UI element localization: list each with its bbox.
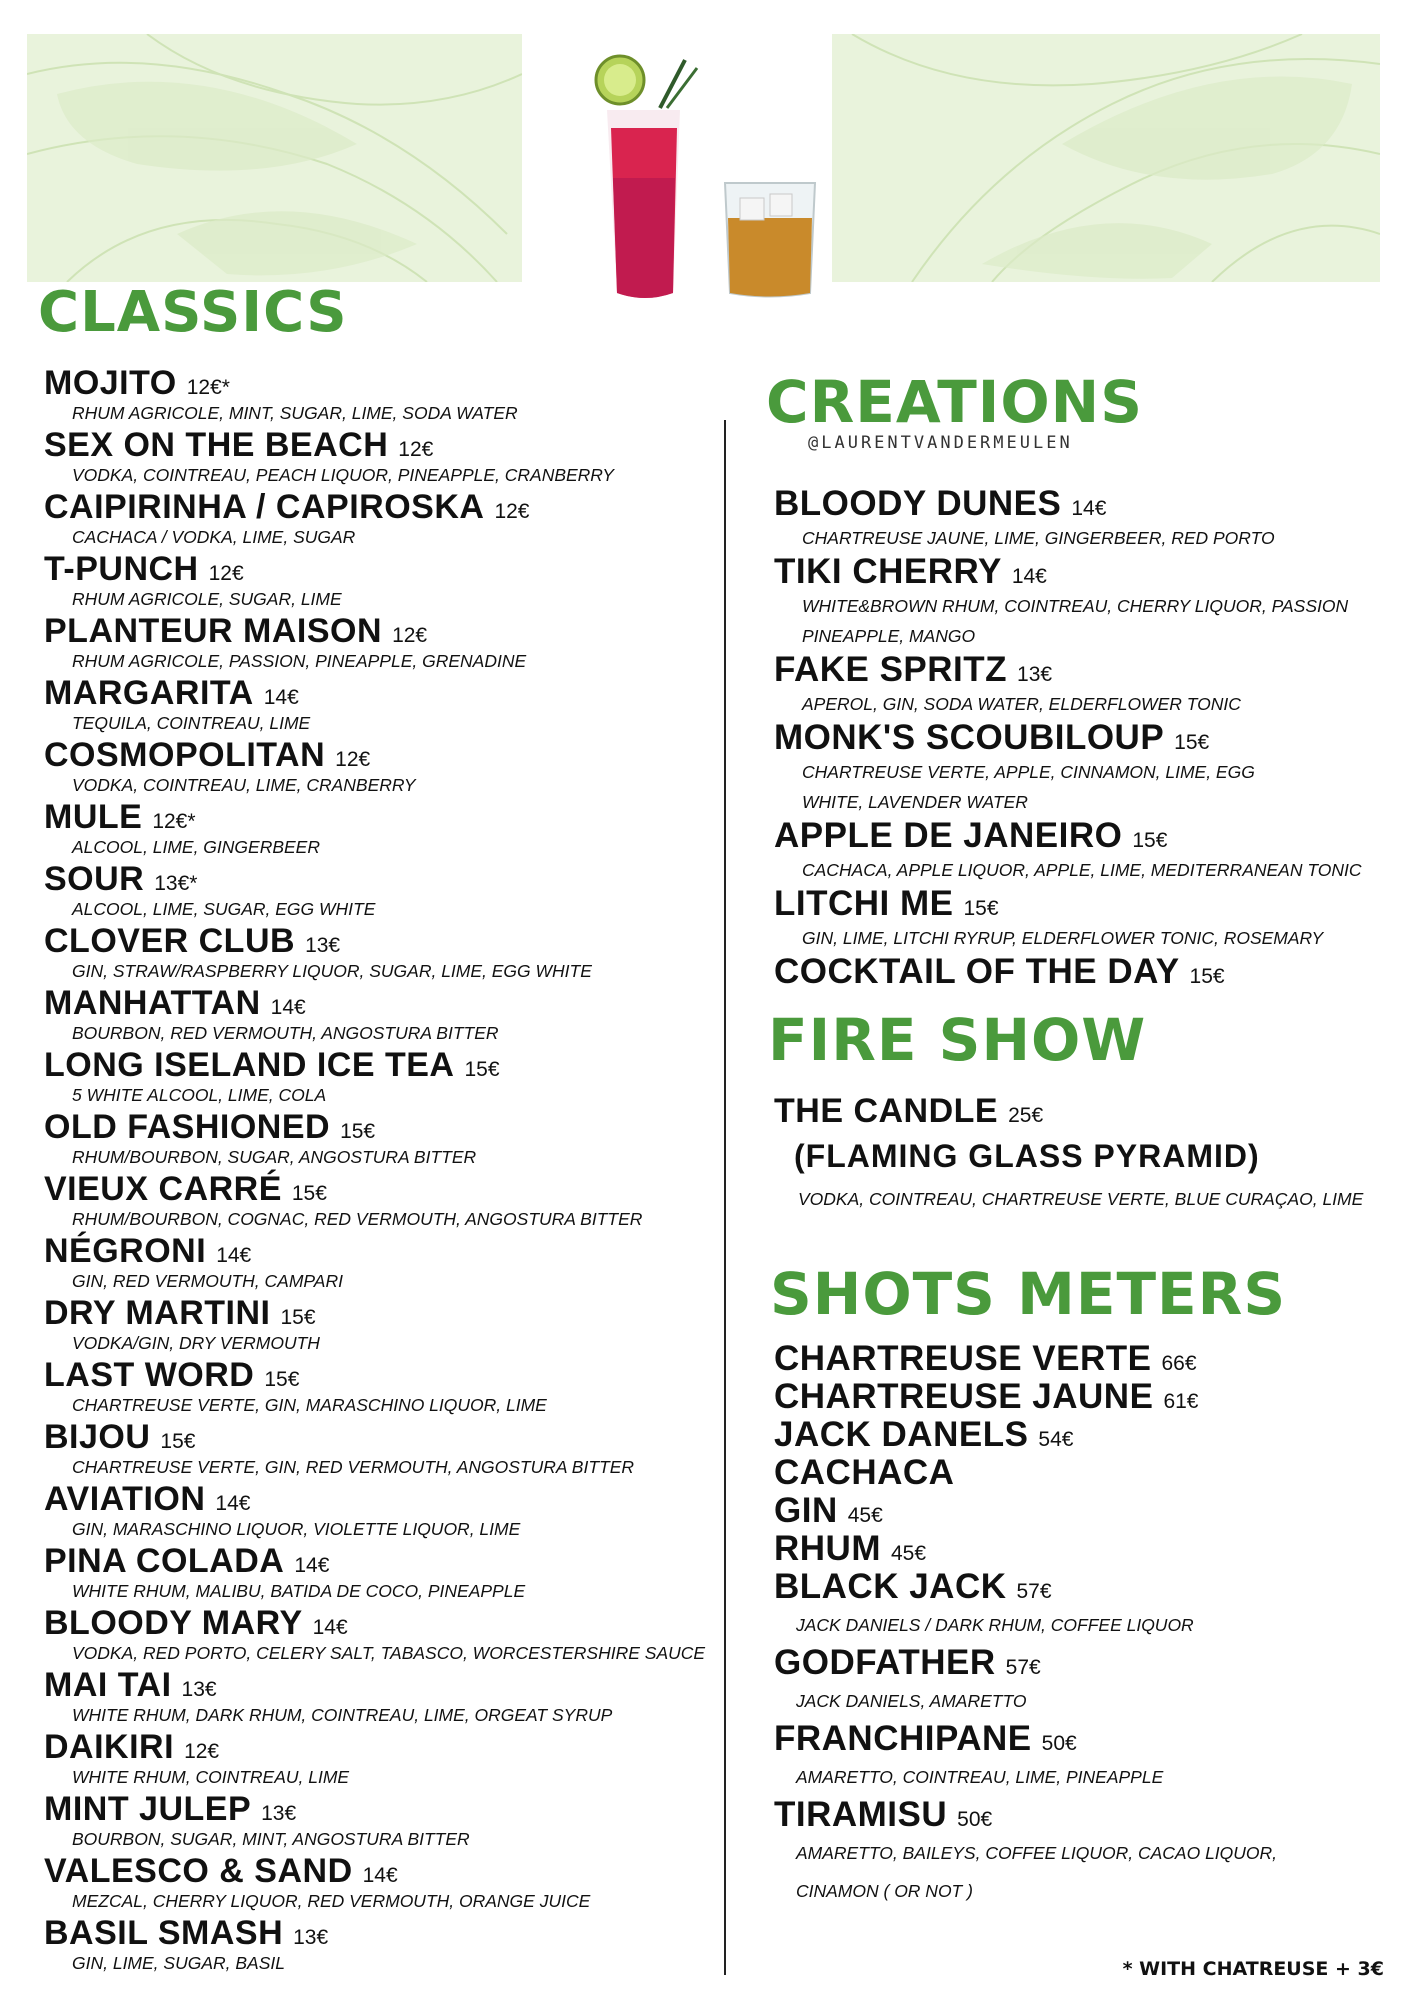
item-description: BOURBON, RED VERMOUTH, ANGOSTURA BITTER — [72, 1023, 499, 1043]
classics-title: CLASSICS — [38, 280, 348, 345]
menu-item — [774, 553, 1394, 651]
item-price: 45€ — [890, 1542, 927, 1565]
item-price: 12€ — [208, 562, 244, 585]
item-name: CAIPIRINHA / CAPIROSKA — [44, 488, 485, 526]
item-description: VODKA, COINTREAU, LIME, CRANBERRY — [72, 775, 416, 795]
item-price: 14€ — [362, 1864, 398, 1887]
menu-item — [774, 817, 1394, 885]
item-name: TIKI CHERRY — [774, 552, 1002, 591]
menu-item — [774, 485, 1394, 553]
menu-item — [44, 488, 714, 550]
item-description: CINAMON ( OR NOT ) — [796, 1881, 973, 1901]
item-price: 61€ — [1163, 1390, 1199, 1413]
item-description: GIN, LIME, LITCHI RYRUP, ELDERFLOWER TONIC, ROSEMARY — [802, 928, 1324, 948]
item-price: 14€ — [294, 1554, 330, 1577]
menu-item — [774, 1454, 1394, 1492]
creations-handle: @LAURENTVANDERMEULEN — [808, 433, 1073, 453]
item-description: BOURBON, SUGAR, MINT, ANGOSTURA BITTER — [72, 1829, 470, 1849]
item-name: MAI TAI — [44, 1666, 172, 1704]
menu-item — [44, 1356, 714, 1418]
menu-item — [774, 1378, 1394, 1416]
item-description: PINEAPPLE, MANGO — [802, 626, 976, 646]
menu-item — [44, 736, 714, 798]
menu-item — [774, 953, 1394, 991]
item-name: OLD FASHIONED — [44, 1108, 331, 1146]
item-price: 15€ — [963, 897, 999, 920]
item-price: 15€ — [280, 1306, 316, 1329]
item-name: COSMOPOLITAN — [44, 736, 326, 774]
menu-item — [44, 1232, 714, 1294]
item-name: BLOODY DUNES — [774, 484, 1062, 523]
item-name: SOUR — [44, 860, 145, 898]
item-description: GIN, RED VERMOUTH, CAMPARI — [72, 1271, 343, 1291]
item-name: VIEUX CARRÉ — [44, 1170, 282, 1208]
item-price: 15€ — [1174, 731, 1210, 754]
item-name: NÉGRONI — [44, 1232, 207, 1270]
item-price: 13€ — [181, 1678, 217, 1701]
item-description: GIN, MARASCHINO LIQUOR, VIOLETTE LIQUOR, LIME — [72, 1519, 521, 1539]
menu-item — [44, 612, 714, 674]
item-description: ALCOOL, LIME, GINGERBEER — [72, 837, 320, 857]
item-name: JACK DANELS — [774, 1415, 1029, 1454]
item-name: GIN — [774, 1491, 838, 1530]
item-price: 13€ — [1017, 663, 1053, 686]
item-description: CHARTREUSE VERTE, GIN, MARASCHINO LIQUOR, LIME — [72, 1395, 547, 1415]
item-price: 15€ — [160, 1430, 196, 1453]
item-description: WHITE, LAVENDER WATER — [802, 792, 1028, 812]
item-price: 12€ — [398, 438, 434, 461]
item-price: 14€ — [263, 686, 299, 709]
item-price: 66€ — [1161, 1352, 1197, 1375]
item-price: 13€ — [261, 1802, 297, 1825]
menu-item — [774, 1568, 1394, 1644]
leaf-illustration-left — [27, 34, 522, 282]
item-price: 12€* — [186, 376, 230, 399]
item-price: 14€ — [216, 1244, 252, 1267]
item-price: 15€ — [264, 1368, 300, 1391]
item-description: RHUM AGRICOLE, SUGAR, LIME — [72, 589, 342, 609]
menu-item — [774, 1796, 1394, 1872]
menu-item — [774, 651, 1394, 719]
item-price: 14€ — [312, 1616, 348, 1639]
item-name: LONG ISELAND ICE TEA — [44, 1046, 455, 1084]
item-name: MONK'S SCOUBILOUP — [774, 718, 1165, 757]
cocktail-illustration — [585, 48, 825, 308]
menu-item — [44, 1728, 714, 1790]
menu-item — [44, 922, 714, 984]
item-description: CACHACA, APPLE LIQUOR, APPLE, LIME, MEDITERRANEAN TONIC — [802, 860, 1362, 880]
item-description: AMARETTO, COINTREAU, LIME, PINEAPPLE — [796, 1767, 1164, 1787]
item-name: MANHATTAN — [44, 984, 261, 1022]
item-name: SEX ON THE BEACH — [44, 426, 389, 464]
item-description: MEZCAL, CHERRY LIQUOR, RED VERMOUTH, ORANGE JUICE — [72, 1891, 591, 1911]
item-description: VODKA, RED PORTO, CELERY SALT, TABASCO, WORCESTERSHIRE SAUCE — [72, 1643, 706, 1663]
item-price: 13€ — [293, 1926, 329, 1949]
item-name: TIRAMISU — [774, 1795, 948, 1834]
item-price: 57€ — [1016, 1580, 1052, 1603]
item-name: PLANTEUR MAISON — [44, 612, 383, 650]
item-name: COCKTAIL OF THE DAY — [774, 952, 1180, 991]
leaf-illustration-right — [832, 34, 1380, 282]
item-description: WHITE&BROWN RHUM, COINTREAU, CHERRY LIQUOR, PASSION — [802, 596, 1349, 616]
menu-item — [44, 1480, 714, 1542]
menu-item — [44, 1170, 714, 1232]
menu-item — [774, 1492, 1394, 1530]
menu-item — [44, 1108, 714, 1170]
item-name: GODFATHER — [774, 1643, 996, 1682]
menu-item — [774, 1340, 1394, 1378]
item-name: PINA COLADA — [44, 1542, 285, 1580]
menu-item — [774, 719, 1394, 817]
item-price: 15€ — [340, 1120, 376, 1143]
item-description: APEROL, GIN, SODA WATER, ELDERFLOWER TONIC — [802, 694, 1241, 714]
item-price: 54€ — [1038, 1428, 1074, 1451]
fire-show-subtitle: (FLAMING GLASS PYRAMID) — [794, 1138, 1260, 1174]
item-name: MULE — [44, 798, 143, 836]
item-description: VODKA, COINTREAU, CHARTREUSE VERTE, BLUE CURAÇAO, LIME — [798, 1189, 1364, 1209]
menu-item — [774, 1720, 1394, 1796]
item-name: BASIL SMASH — [44, 1914, 284, 1952]
item-name: BLACK JACK — [774, 1567, 1007, 1606]
item-name: MINT JULEP — [44, 1790, 252, 1828]
item-description: WHITE RHUM, DARK RHUM, COINTREAU, LIME, ORGEAT SYRUP — [72, 1705, 613, 1725]
item-name: DAIKIRI — [44, 1728, 175, 1766]
menu-item — [44, 550, 714, 612]
menu-item — [774, 1872, 1394, 1910]
item-price: 12€ — [494, 500, 530, 523]
menu-item — [44, 798, 714, 860]
item-name: LITCHI ME — [774, 884, 954, 923]
menu-item — [44, 1604, 714, 1666]
item-price: 12€ — [335, 748, 371, 771]
item-description: RHUM AGRICOLE, PASSION, PINEAPPLE, GRENADINE — [72, 651, 527, 671]
item-price: 50€ — [1041, 1732, 1077, 1755]
item-name: BLOODY MARY — [44, 1604, 303, 1642]
menu-item — [44, 1852, 714, 1914]
item-description: CHARTREUSE JAUNE, LIME, GINGERBEER, RED PORTO — [802, 528, 1275, 548]
item-price: 12€* — [152, 810, 196, 833]
menu-item — [44, 1914, 714, 1976]
item-name: T-PUNCH — [44, 550, 199, 588]
column-divider — [724, 420, 726, 1975]
item-name: THE CANDLE — [774, 1092, 999, 1130]
item-price: 14€ — [215, 1492, 251, 1515]
item-name: LAST WORD — [44, 1356, 255, 1394]
item-description: CACHACA / VODKA, LIME, SUGAR — [72, 527, 356, 547]
menu-item — [44, 364, 714, 426]
menu-item — [44, 984, 714, 1046]
shots-list — [774, 1340, 1394, 1910]
item-description: GIN, STRAW/RASPBERRY LIQUOR, SUGAR, LIME, EGG WHITE — [72, 961, 592, 981]
menu-item — [44, 1666, 714, 1728]
classics-list — [44, 364, 714, 1976]
item-description: CHARTREUSE VERTE, APPLE, CINNAMON, LIME, EGG — [802, 762, 1255, 782]
menu-item — [774, 885, 1394, 953]
item-price: 14€ — [1071, 497, 1107, 520]
item-description: RHUM/BOURBON, COGNAC, RED VERMOUTH, ANGOSTURA BITTER — [72, 1209, 643, 1229]
menu-item — [774, 1644, 1394, 1720]
menu-item — [44, 860, 714, 922]
menu-item — [44, 1542, 714, 1604]
item-description: CHARTREUSE VERTE, GIN, RED VERMOUTH, ANGOSTURA BITTER — [72, 1457, 635, 1477]
item-name: MARGARITA — [44, 674, 254, 712]
menu-item — [774, 1416, 1394, 1454]
item-description: WHITE RHUM, MALIBU, BATIDA DE COCO, PINEAPPLE — [72, 1581, 526, 1601]
fire-show-title: FIRE SHOW — [768, 1006, 1147, 1074]
creations-list — [774, 485, 1394, 991]
item-name: CLOVER CLUB — [44, 922, 296, 960]
item-name: BIJOU — [44, 1418, 151, 1456]
item-price: 15€ — [1189, 965, 1225, 988]
item-price: 15€ — [291, 1182, 327, 1205]
item-name: VALESCO & SAND — [44, 1852, 353, 1890]
item-description: JACK DANIELS / DARK RHUM, COFFEE LIQUOR — [796, 1615, 1194, 1635]
item-description: RHUM/BOURBON, SUGAR, ANGOSTURA BITTER — [72, 1147, 477, 1167]
item-price: 15€ — [1132, 829, 1168, 852]
item-name: AVIATION — [44, 1480, 206, 1518]
menu-item — [774, 1530, 1394, 1568]
item-description: 5 WHITE ALCOOL, LIME, COLA — [72, 1085, 327, 1105]
item-price: 50€ — [957, 1808, 993, 1831]
item-name: CHARTREUSE JAUNE — [774, 1377, 1154, 1416]
item-price: 45€ — [847, 1504, 883, 1527]
item-description: ALCOOL, LIME, SUGAR, EGG WHITE — [72, 899, 376, 919]
item-description: WHITE RHUM, COINTREAU, LIME — [72, 1767, 350, 1787]
item-description: TEQUILA, COINTREAU, LIME — [72, 713, 311, 733]
item-price: 12€ — [184, 1740, 220, 1763]
item-price: 13€ — [305, 934, 341, 957]
item-name: CHARTREUSE VERTE — [774, 1339, 1152, 1378]
item-name: CACHACA — [774, 1453, 955, 1492]
creations-title: CREATIONS — [766, 368, 1143, 436]
item-description: VODKA, COINTREAU, PEACH LIQUOR, PINEAPPLE, CRANBERRY — [72, 465, 614, 485]
menu-item — [44, 674, 714, 736]
item-price: 13€* — [154, 872, 198, 895]
item-price: 14€ — [1011, 565, 1047, 588]
shots-meters-title: SHOTS METERS — [770, 1260, 1287, 1328]
menu-item — [44, 426, 714, 488]
item-description: VODKA/GIN, DRY VERMOUTH — [72, 1333, 320, 1353]
footnote: * WITH CHATREUSE + 3€ — [1122, 1958, 1384, 1980]
item-name: APPLE DE JANEIRO — [774, 816, 1123, 855]
item-description: RHUM AGRICOLE, MINT, SUGAR, LIME, SODA WATER — [72, 403, 518, 423]
fire-show-item — [774, 1089, 1394, 1219]
menu-item — [44, 1046, 714, 1108]
item-name: FAKE SPRITZ — [774, 650, 1008, 689]
item-price: 25€ — [1008, 1104, 1044, 1127]
item-description: GIN, LIME, SUGAR, BASIL — [72, 1953, 285, 1973]
item-description: JACK DANIELS, AMARETTO — [796, 1691, 1027, 1711]
item-price: 12€ — [392, 624, 428, 647]
fire-show-block — [774, 1089, 1394, 1219]
menu-item — [44, 1790, 714, 1852]
item-name: DRY MARTINI — [44, 1294, 271, 1332]
item-price: 14€ — [270, 996, 306, 1019]
item-name: FRANCHIPANE — [774, 1719, 1032, 1758]
item-price: 15€ — [464, 1058, 500, 1081]
item-name: RHUM — [774, 1529, 881, 1568]
item-price: 57€ — [1005, 1656, 1041, 1679]
item-name: MOJITO — [44, 364, 177, 402]
menu-item — [44, 1418, 714, 1480]
item-description: AMARETTO, BAILEYS, COFFEE LIQUOR, CACAO LIQUOR, — [796, 1843, 1278, 1863]
menu-item — [44, 1294, 714, 1356]
